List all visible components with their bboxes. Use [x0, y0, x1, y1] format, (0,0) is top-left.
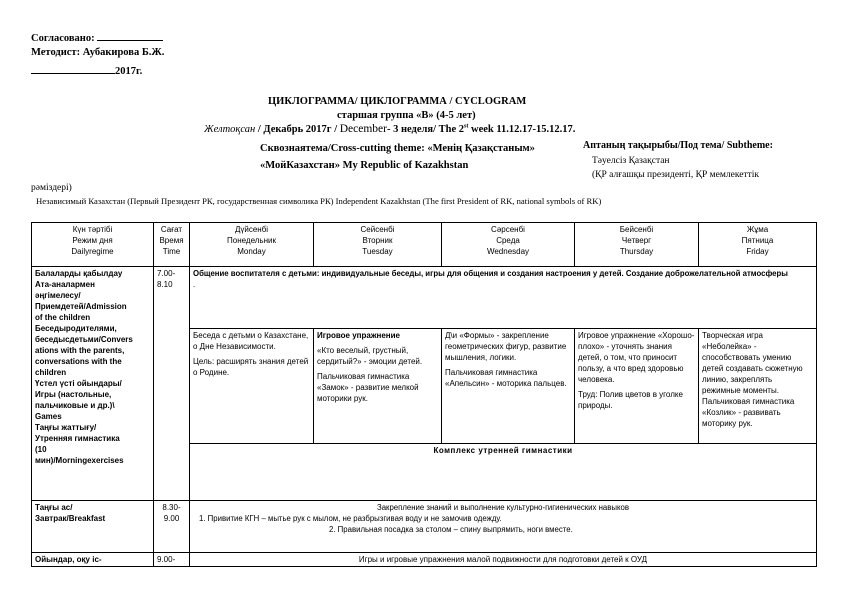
independent-theme: Независимый Казахстан (Первый Президент РК, государственная символика РК) Independent Kazakhstan (The first President of RK, national symbols of RK) [36, 196, 602, 206]
breakfast-label: Таңғы ас/ Завтрак/Breakfast [32, 501, 154, 553]
period-line: Желтоқсан / Декабрь 2017г / December- 3 неделя/ The 2st week 11.12.17-15.12.17. [204, 123, 576, 135]
group-label: старшая группа «В» (4-5 лет) [337, 110, 476, 121]
header-row [32, 223, 817, 267]
subtheme-tail: рәміздері) [31, 183, 72, 193]
breakfast-activity: Закрепление знаний и выполнение культурно-гигиенических навыков 1. Привитие КГН – мытье рук с мылом, не разбрызгивая воду и не замочив одежду. 2. Правильная посадка за столом – спину выпрямить, ноги вместе. [190, 501, 817, 553]
cyclogram-table [31, 222, 817, 567]
week-sup: st [464, 123, 469, 130]
tuesday-activity: Игровое упражнение «Кто веселый, грустный, сердитый?» - эмоции детей. Пальчиковая гимнастика «Замок» - развитие мелкой моторики рук. [314, 329, 442, 444]
games-time: 9.00- [154, 553, 190, 567]
games-label: Ойындар, оқу іс- [32, 553, 154, 567]
admission-label: Балаларды қабылдау Ата-аналармен әңгімелесу/ Приемдетей/Admission of the children Беседыродителями, беседысдетьми/Convers ations with the parents, conversations with the children Үстел үсті ойындары/ Игры (настольные, пальчиковые и др.)\ Games Таңғы жаттығу/ Утренняя гимнастика (10 мин)/Morningexercises [32, 267, 154, 501]
games-row [32, 553, 817, 567]
cross-cutting-theme-en: «МойКазахстан» My Republic of Kazakhstan [260, 160, 469, 171]
page-title: ЦИКЛОГРАММА/ ЦИКЛОГРАММА / CYCLOGRAM [268, 96, 527, 107]
admission-time: 7.00- 8.10 [154, 267, 190, 501]
morning-gymnastics: Комплекс утренней гимнастики [190, 444, 817, 501]
subtheme-label: Аптаның тақырыбы/Под тема/ Subtheme: [583, 140, 773, 151]
month-kz: Желтоқсан [204, 124, 256, 135]
friday-activity: Творческая игра «Неболейка» - способствовать умению детей создавать сюжетную линию, закреплять режимные моменты. Пальчиковая гимнастика «Козлик» - развивать моторику рук. [699, 329, 817, 444]
date-blank [31, 63, 115, 74]
day-header-tuesday: Сейсенбі Вторник Tuesday [314, 223, 442, 267]
time-header: Сағат Время Time [154, 223, 190, 267]
agreed-line [31, 30, 163, 44]
week-label: 3 неделя/ The 2 [393, 124, 465, 135]
signature-blank [97, 30, 163, 41]
regime-header: Күн тәртібі Режим дня Dailyregime [32, 223, 154, 267]
day-header-monday: Дүйсенбі Понедельник Monday [190, 223, 314, 267]
thursday-activity: Игровое упражнение «Хорошо-плохо» - уточнять знания детей, о том, что приносит пользу, а что вред здоровью человека. Труд: Полив цветов в уголке природы. [575, 329, 699, 444]
day-header-friday: Жұма Пятница Friday [699, 223, 817, 267]
cross-cutting-theme: Сквознаятема/Cross-cutting theme: «Менің Қазақстаным» [260, 143, 535, 154]
week-rest: week 11.12.17-15.12.17. [468, 124, 576, 135]
monday-activity: Беседа с детьми о Казахстане, о Дне Независимости. Цель: расширять знания детей о Родине. [190, 329, 314, 444]
admission-row [32, 267, 817, 329]
agreed-label: Согласовано: [31, 33, 95, 44]
month-ru: Декабрь 2017г [263, 124, 332, 135]
year-text: 2017г. [115, 66, 143, 77]
breakfast-time: 8.30- 9.00 [154, 501, 190, 553]
subtheme-note: (ҚР алғашқы президенті, ҚР мемлекеттік [592, 170, 760, 180]
general-activity: Общение воспитателя с детьми: индивидуальные беседы, игры для общения и создания настроения у детей. Создание доброжелательной атмосферы . [190, 267, 817, 329]
subtheme-kz: Тәуелсіз Қазақстан [592, 156, 670, 166]
methodist-line: Методист: Аубакирова Б.Ж. [31, 47, 165, 58]
day-header-thursday: Бейсенбі Четверг Thursday [575, 223, 699, 267]
date-line [31, 63, 142, 77]
breakfast-row [32, 501, 817, 553]
games-activity: Игры и игровые упражнения малой подвижности для подготовки детей к ОУД [190, 553, 817, 567]
month-en: December [339, 123, 387, 135]
wednesday-activity: Д\и «Формы» - закрепление геометрических фигур, развитие мышления, логики. Пальчиковая гимнастика «Апельсин» - моторика пальцев. [442, 329, 575, 444]
day-header-wednesday: Сәрсенбі Среда Wednesday [442, 223, 575, 267]
